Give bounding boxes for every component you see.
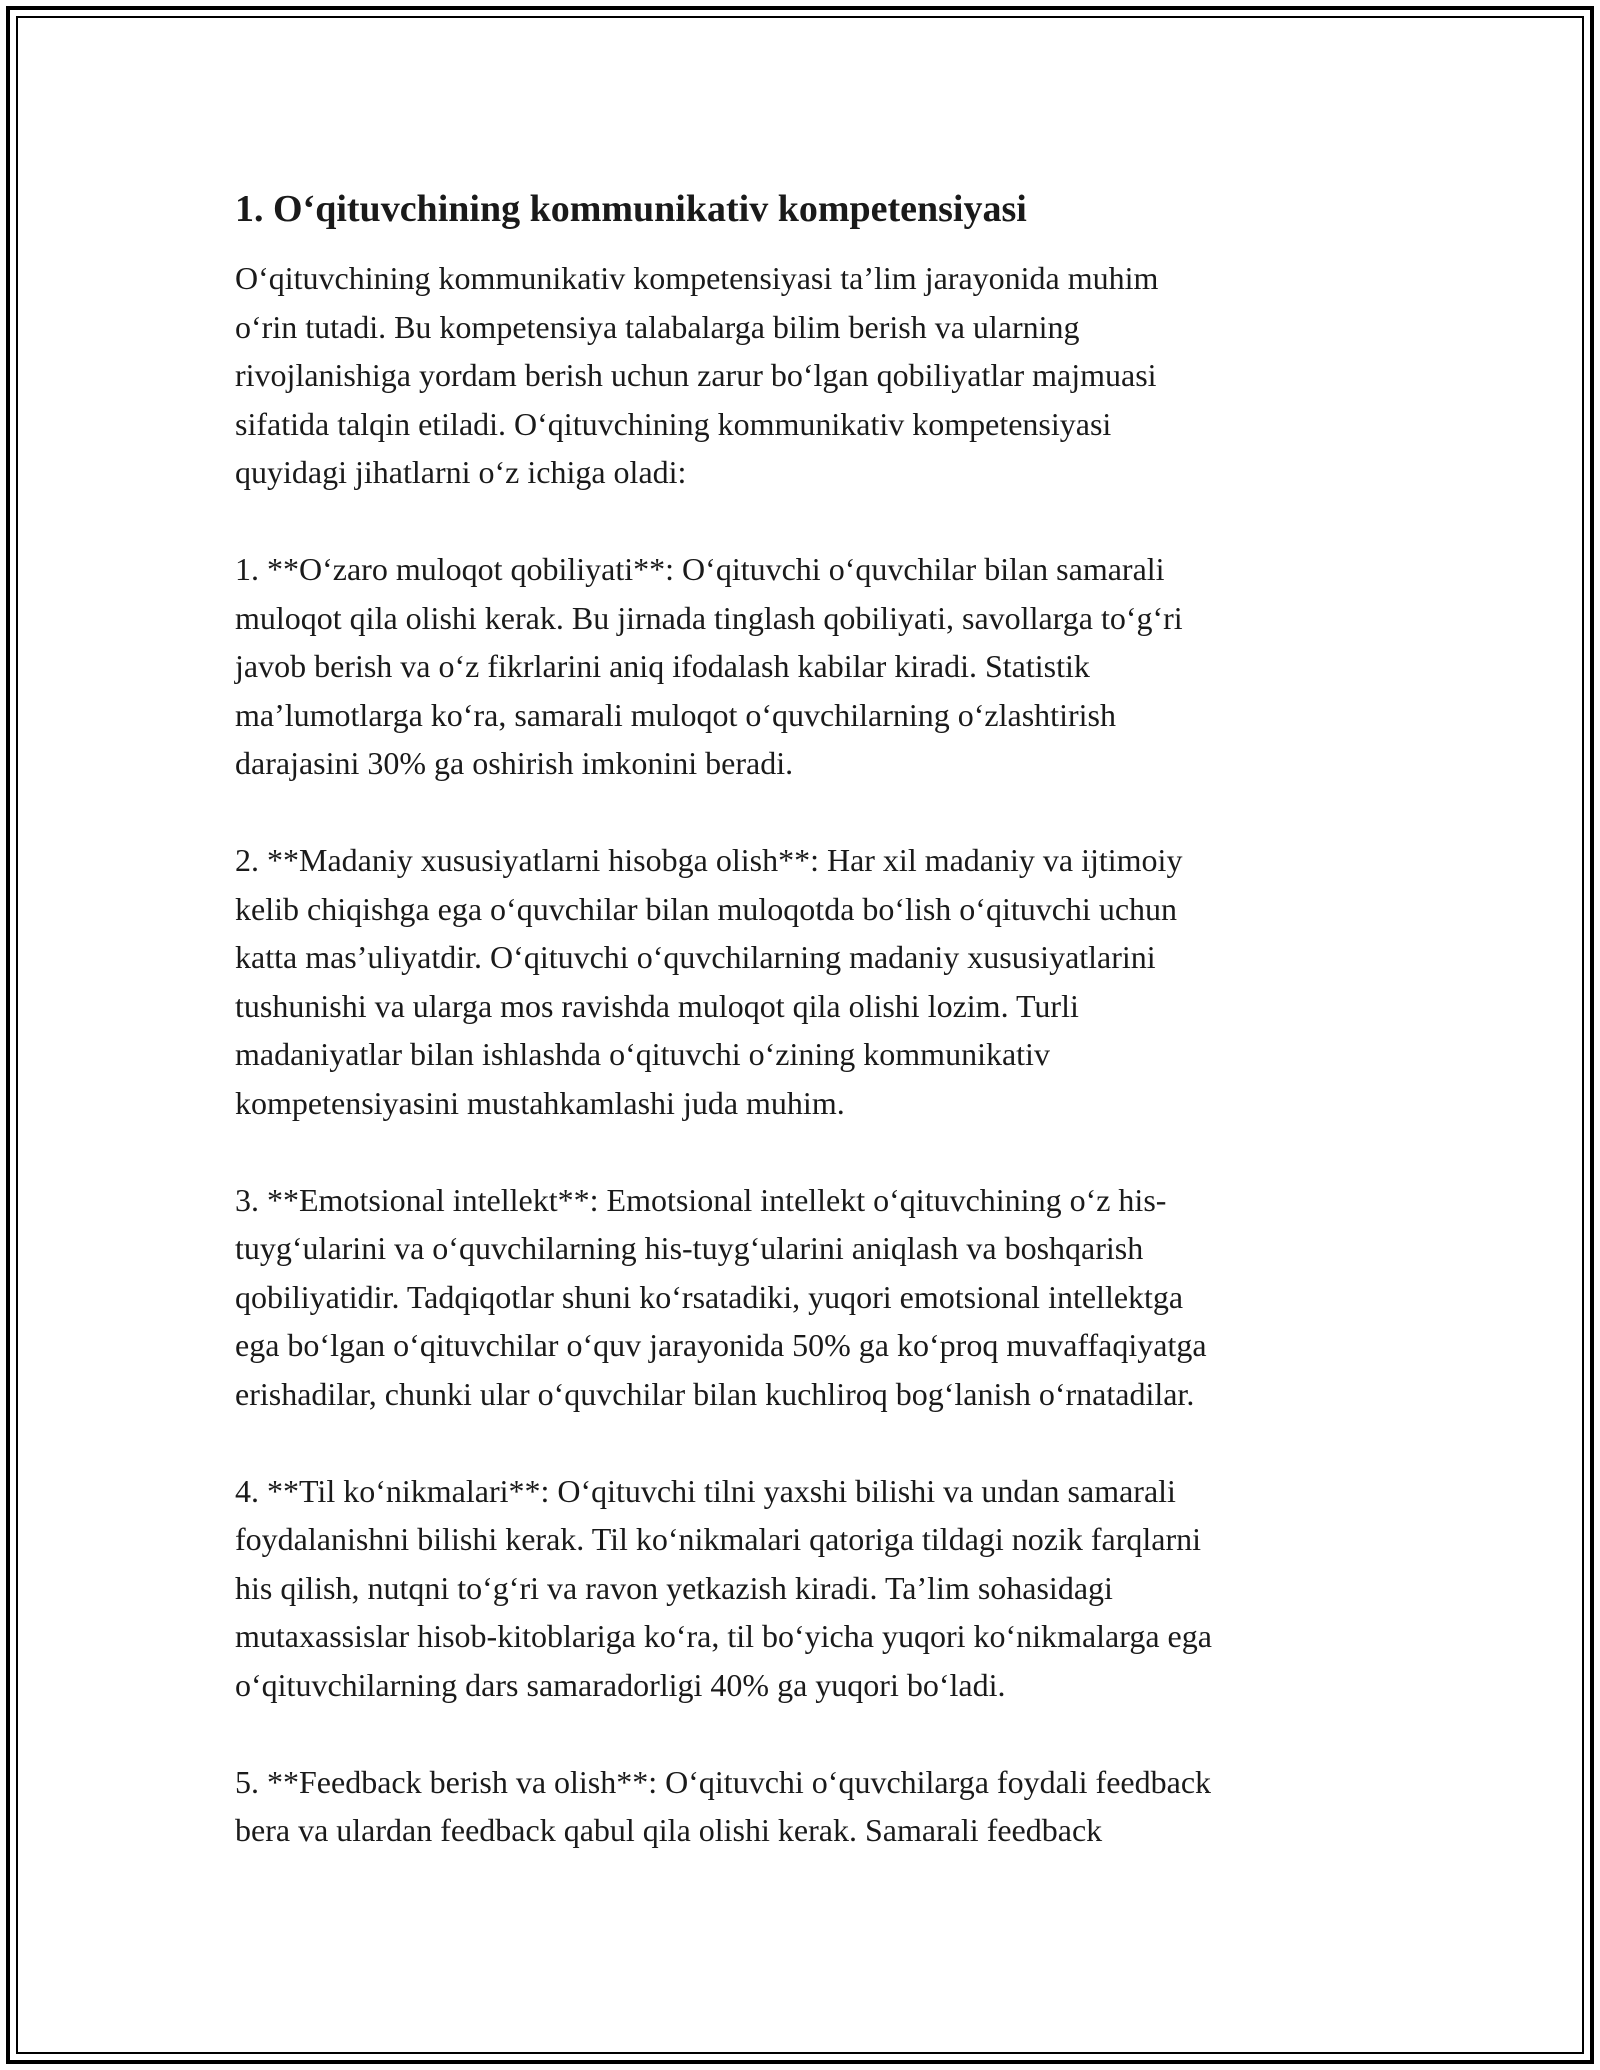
text-line: tushunishi va ularga mos ravishda muloqot qila olishi lozim. Turli	[235, 987, 1079, 1024]
text-line: foydalanishni bilishi kerak. Til ko‘nikmalari qatoriga tildagi nozik farqlarni	[235, 1521, 1202, 1557]
text-line: ma’lumotlarga ko‘ra, samarali muloqot o‘quvchilarning o‘zlashtirish	[235, 696, 1116, 733]
text-line: muloqot qila olishi kerak. Bu jirnada tinglash qobiliyati, savollarga to‘g‘ri	[235, 599, 1183, 636]
list-item-2-paragraph	[235, 836, 1370, 1127]
text-line: kelib chiqishga ega o‘quvchilar bilan muloqotda bo‘lish o‘qituvchi uchun	[235, 890, 1178, 927]
text-line: his qilish, nutqni to‘g‘ri va ravon yetkazish kiradi. Ta’lim sohasidagi	[235, 1569, 1113, 1606]
text-line: katta mas’uliyatdir. O‘qituvchi o‘quvchilarning madaniy xususiyatlarini	[235, 939, 1156, 975]
text-line: qobiliyatidir. Tadqiqotlar shuni ko‘rsatadiki, yuqori emotsional intellektga	[235, 1278, 1184, 1315]
text-line: sifatida talqin etiladi. O‘qituvchining kommunikativ kompetensiyasi	[235, 405, 1112, 442]
document-body	[235, 186, 1370, 1903]
text-line: mutaxassislar hisob-kitoblariga ko‘ra, til bo‘yicha yuqori ko‘nikmalarga ega	[235, 1618, 1212, 1654]
text-line: 3. **Emotsional intellekt**: Emotsional intellekt o‘qituvchining o‘z his-	[235, 1181, 1167, 1218]
text-line: rivojlanishiga yordam berish uchun zarur bo‘lgan qobiliyatlar majmuasi	[235, 357, 1157, 393]
text-line: madaniyatlar bilan ishlashda o‘qituvchi o‘zining kommunikativ	[235, 1036, 1050, 1072]
text-line: o‘rin tutadi. Bu kompetensiya talabalarga bilim berish va ularning	[235, 308, 1080, 345]
text-line: javob berish va o‘z fikrlarini aniq ifodalash kabilar kiradi. Statistik	[235, 648, 1090, 684]
text-line: ega bo‘lgan o‘qituvchilar o‘quv jarayonida 50% ga ko‘proq muvaffaqiyatga	[235, 1327, 1207, 1363]
text-line: 5. **Feedback berish va olish**: O‘qituvchi o‘quvchilarga foydali feedback	[235, 1763, 1212, 1800]
text-line: o‘qituvchilarning dars samaradorligi 40% ga yuqori bo‘ladi.	[235, 1666, 1006, 1703]
text-line: quyidagi jihatlarni o‘z ichiga oladi:	[235, 454, 687, 490]
text-line: tuyg‘ularini va o‘quvchilarning his-tuyg‘ularini aniqlash va boshqarish	[235, 1230, 1144, 1266]
list-item-1-paragraph	[235, 545, 1370, 788]
text-line: kompetensiyasini mustahkamlashi juda muhim.	[235, 1084, 845, 1121]
text-line: bera va ulardan feedback qabul qila olishi kerak. Samarali feedback	[235, 1812, 1103, 1848]
text-line: O‘qituvchining kommunikativ kompetensiyasi ta’lim jarayonida muhim	[235, 260, 1159, 296]
list-item-3-paragraph	[235, 1176, 1370, 1419]
text-line: 4. **Til ko‘nikmalari**: O‘qituvchi tilni yaxshi bilishi va undan samarali	[235, 1472, 1176, 1509]
text-line: darajasini 30% ga oshirish imkonini beradi.	[235, 745, 794, 781]
text-line: 2. **Madaniy xususiyatlarni hisobga olish**: Har xil madaniy va ijtimoiy	[235, 842, 1183, 878]
section-heading: 1. O‘qituvchining kommunikativ kompetensiyasi	[235, 188, 1027, 230]
text-line: 1. **O‘zaro muloqot qobiliyati**: O‘qituvchi o‘quvchilar bilan samarali	[235, 551, 1165, 587]
intro-paragraph	[235, 254, 1370, 497]
text-line: erishadilar, chunki ular o‘quvchilar bilan kuchliroq bog‘lanish o‘rnatadilar.	[235, 1375, 1195, 1412]
list-item-4-paragraph	[235, 1467, 1370, 1710]
list-item-5-paragraph	[235, 1758, 1370, 1855]
